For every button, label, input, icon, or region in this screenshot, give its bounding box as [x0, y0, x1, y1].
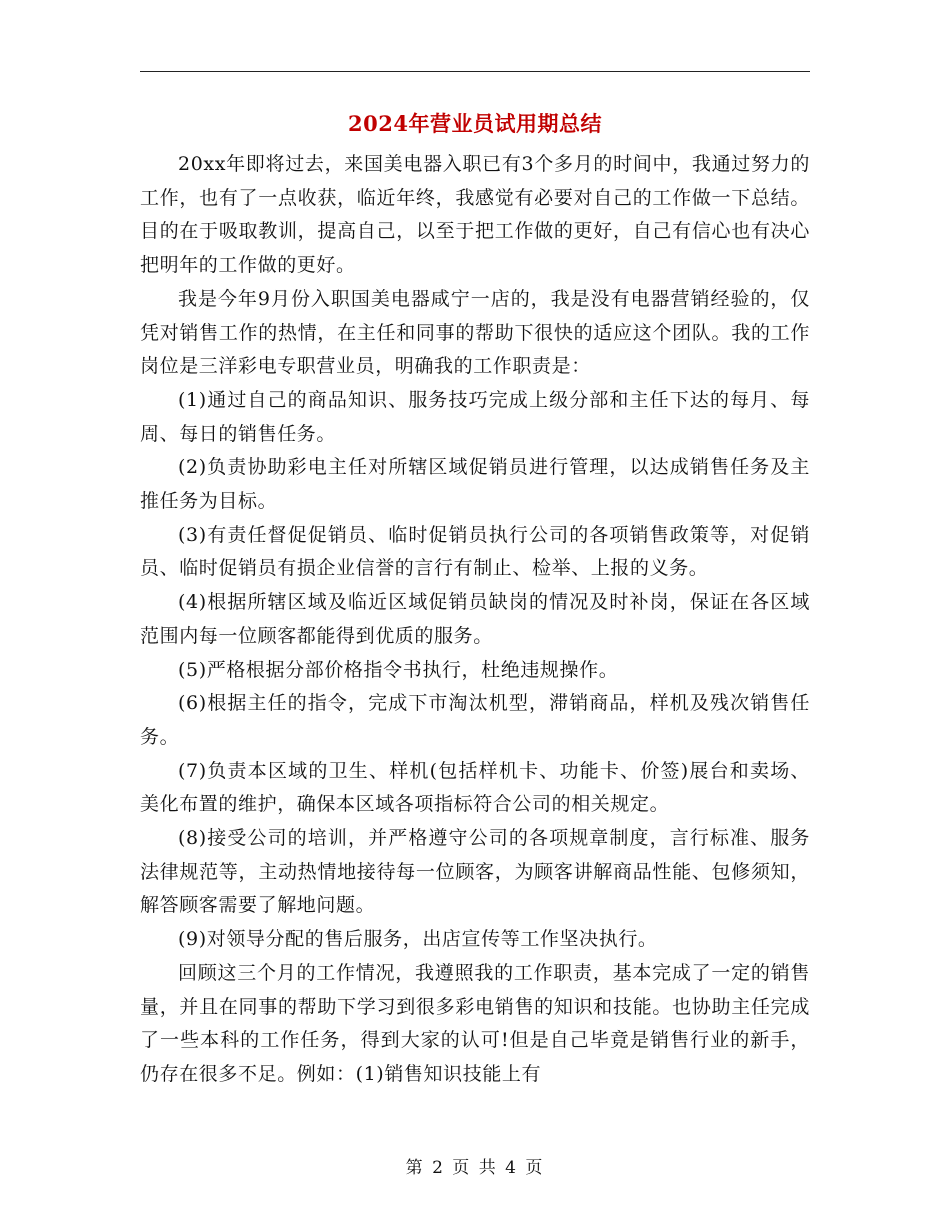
paragraph: (9)对领导分配的售后服务，出店宣传等工作坚决执行。 — [178, 928, 658, 951]
paragraph: 我是今年9月份入职国美电器咸宁一店的，我是没有电器营销经验的，仅凭对销售工作的热情，在主任和同事的帮助下很快的适应这个团队。我的工作岗位是三洋彩电专职营业员，明确我的工作职责是： — [140, 287, 810, 378]
paragraph: (2)负责协助彩电主任对所辖区域促销员进行管理，以达成销售任务及主推任务为目标。 — [140, 456, 810, 513]
paragraph: (4)根据所辖区域及临近区域促销员缺岗的情况及时补岗，保证在各区域范围内每一位顾客都能得到优质的服务。 — [140, 591, 810, 647]
paragraph: (8)接受公司的培训，并严格遵守公司的各项规章制度，言行标准、服务法律规范等，主动热情地接待每一位顾客，为顾客讲解商品性能、包修须知，解答顾客需要了解地问题。 — [140, 827, 810, 917]
document-title: 2024年营业员试用期总结 — [348, 111, 602, 136]
paragraph: (5)严格根据分部价格指令书执行，杜绝违规操作。 — [178, 658, 619, 681]
paragraph: (6)根据主任的指令，完成下市淘汰机型，滞销商品，样机及残次销售任务。 — [140, 692, 810, 748]
document-body — [140, 148, 810, 1092]
header-rule — [140, 71, 810, 72]
paragraph: 20xx年即将过去，来国美电器入职已有3个多月的时间中，我通过努力的工作，也有了一点收获，临近年终，我感觉有必要对自己的工作做一下总结。目的在于吸取教训，提高自己，以至于把工作做的更好，自己有信心也有决心把明年的工作做的更好。 — [140, 153, 810, 277]
page-number-footer: 第 2 页 共 4 页 — [405, 1158, 545, 1178]
paragraph: (1)通过自己的商品知识、服务技巧完成上级分部和主任下达的每月、每周、每日的销售任务。 — [140, 388, 810, 445]
paragraph: (3)有责任督促促销员、临时促销员执行公司的各项销售政策等，对促销员、临时促销员有损企业信誉的言行有制止、检举、上报的义务。 — [140, 523, 810, 580]
paragraph: (7)负责本区域的卫生、样机(包括样机卡、功能卡、价签)展台和卖场、美化布置的维护，确保本区域各项指标符合公司的相关规定。 — [140, 759, 810, 816]
paragraph: 回顾这三个月的工作情况，我遵照我的工作职责，基本完成了一定的销售量，并且在同事的帮助下学习到很多彩电销售的知识和技能。也协助主任完成了一些本科的工作任务，得到大家的认可!但是自己毕竟是销售行业的新手，仍存在很多不足。例如：(1)销售知识技能上有 — [140, 961, 810, 1085]
